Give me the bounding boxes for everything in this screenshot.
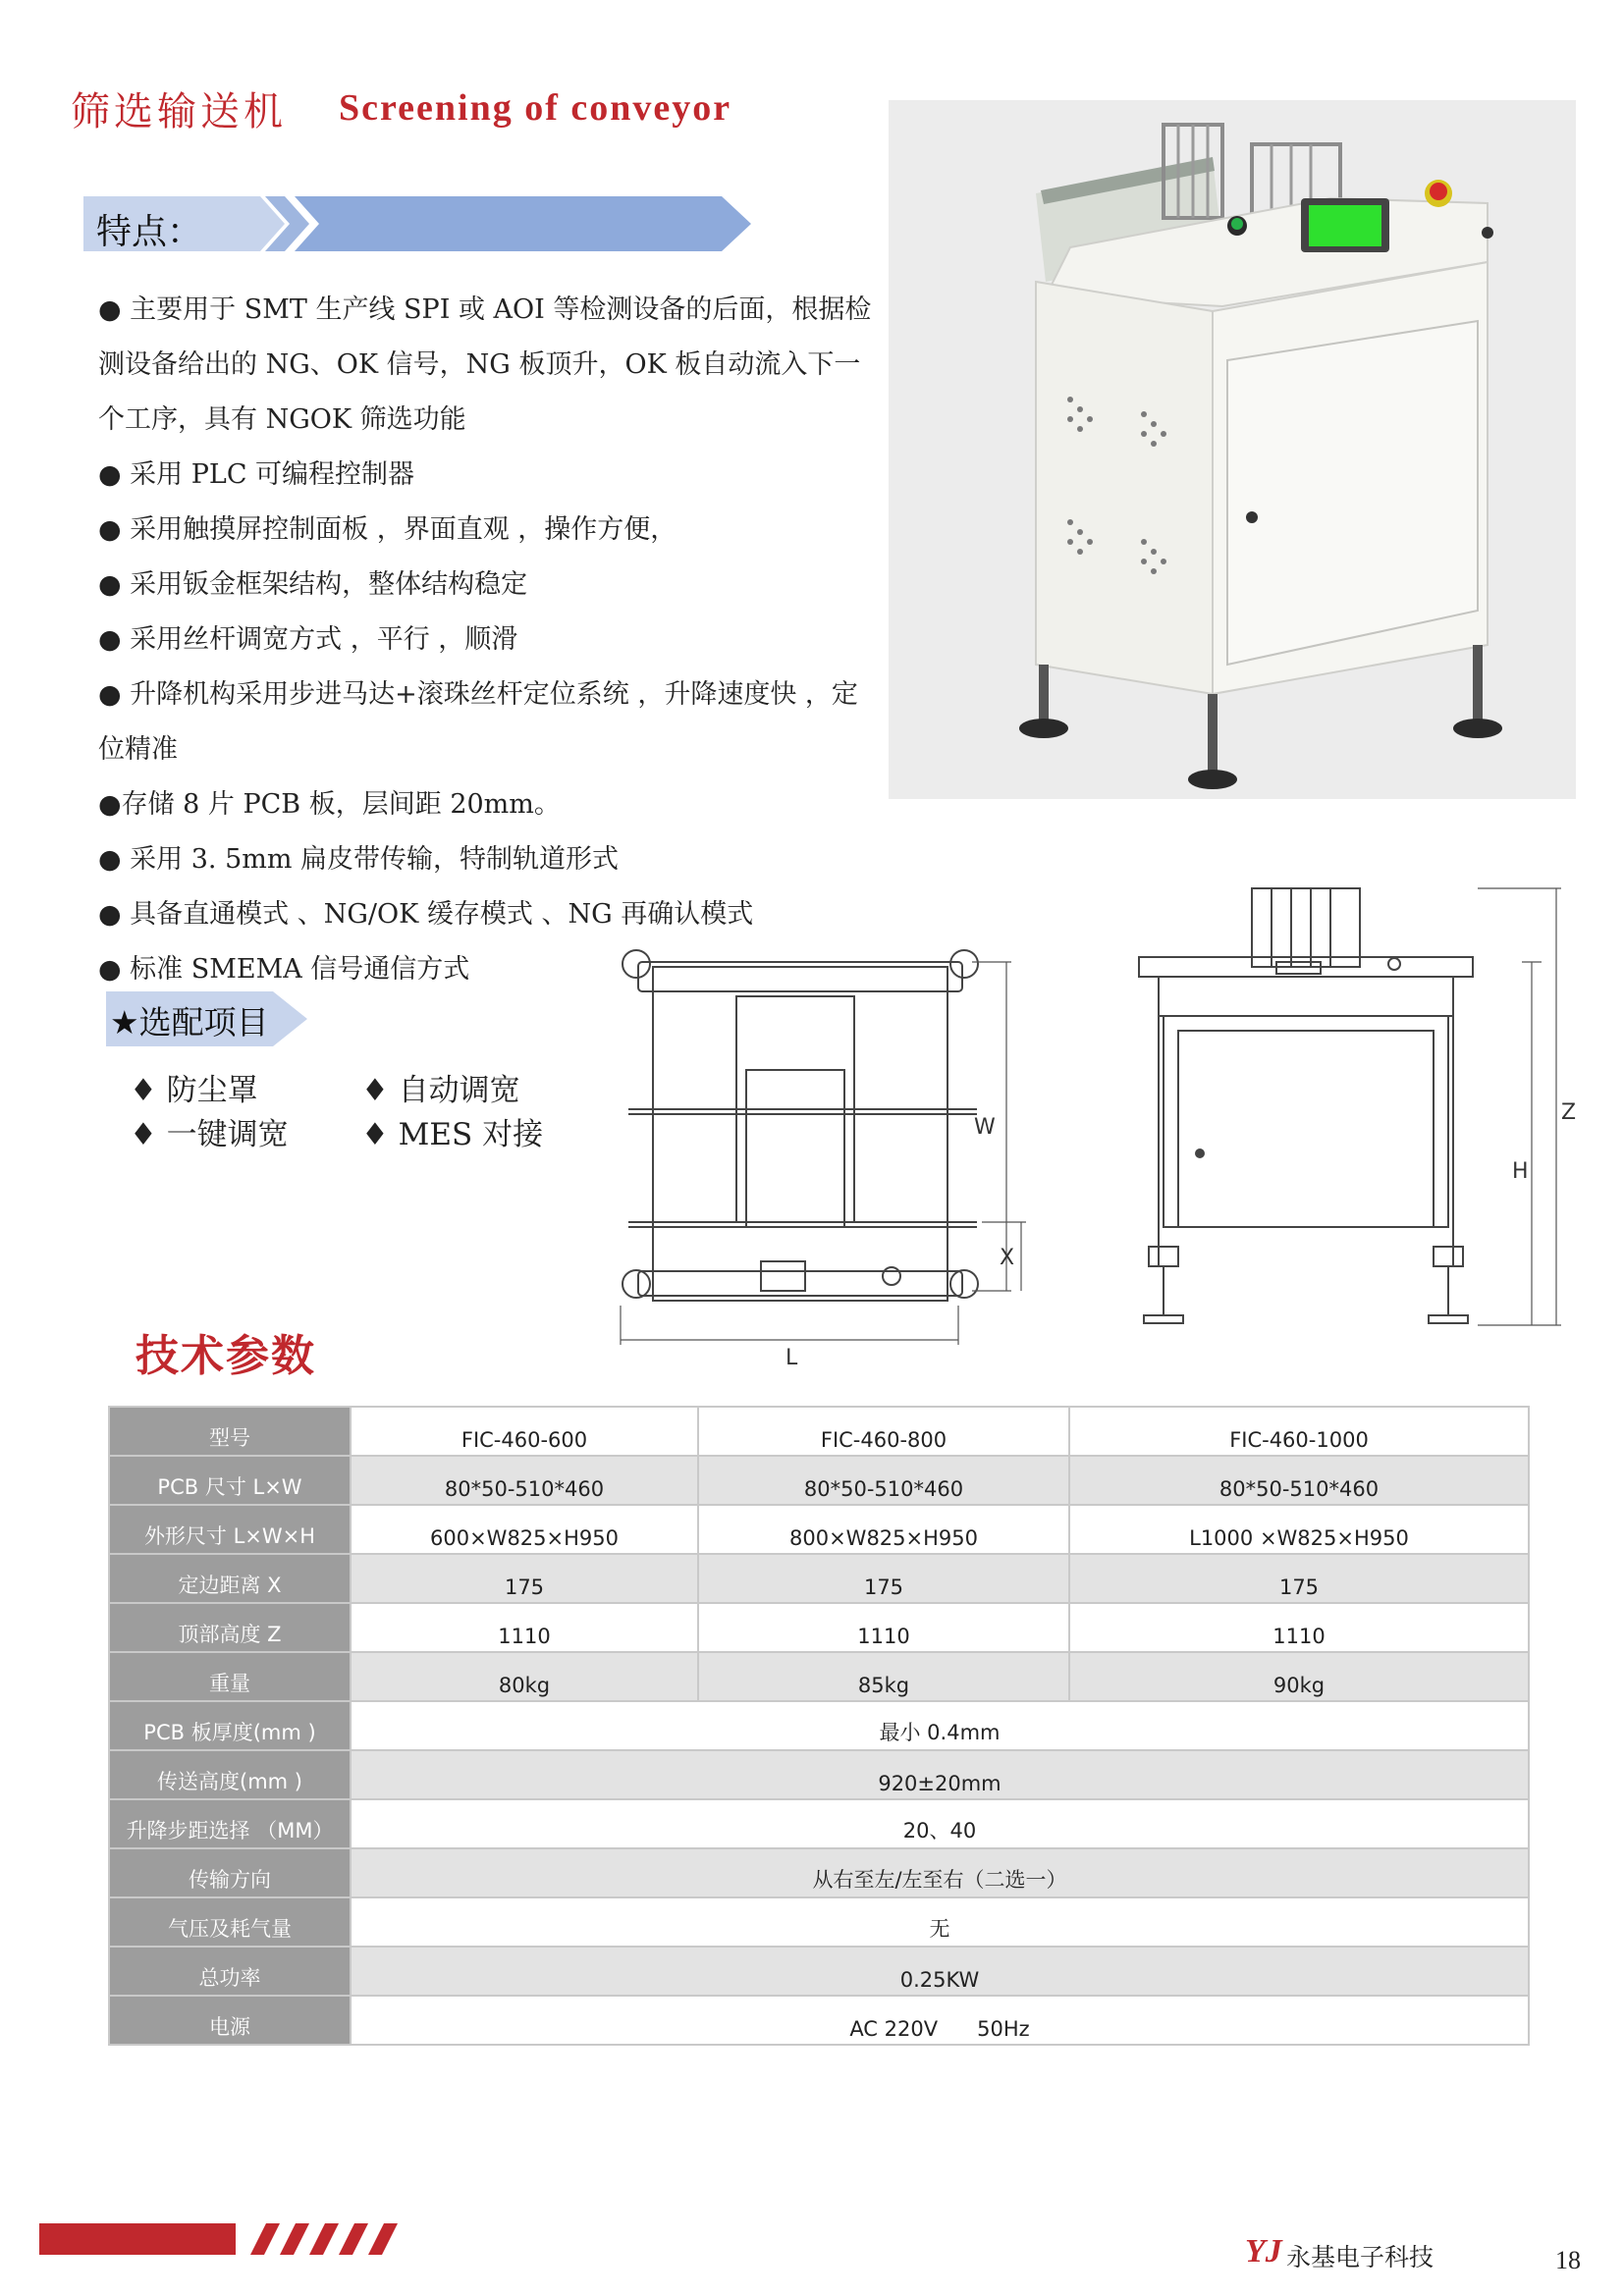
feature-line: ● 采用触摸屏控制面板 ，界面直观 ，操作方便， [98,514,677,545]
cell: FIC-460-600 [351,1407,698,1456]
cell: 1110 [351,1603,698,1652]
feature-line: 个工序，具有 NGOK 筛选功能 [98,404,466,435]
dim-label-w: W [974,1115,996,1140]
page-title-en: Screening of conveyor [339,87,732,129]
top-view-drawing [619,933,1041,1374]
row-label: 传输方向 [109,1848,351,1897]
cell: 175 [1069,1554,1529,1603]
cell: 1110 [698,1603,1069,1652]
specs-heading: 技术参数 [135,1331,316,1381]
feature-line: ● 具备直通模式 、NG/OK 缓存模式 、NG 再确认模式 [98,899,754,930]
features-list [98,283,884,997]
row-label: PCB 尺寸 L×W [109,1456,351,1505]
cell: 80*50-510*460 [1069,1456,1529,1505]
dim-label-z: Z [1561,1100,1577,1125]
row-label: 传送高度(mm ) [109,1750,351,1799]
specs-table [108,1406,1530,2046]
table-row [109,1505,1529,1554]
feature-line: ● 采用 PLC 可编程控制器 [98,459,415,490]
table-row [109,1603,1529,1652]
cell: 175 [698,1554,1069,1603]
features-heading: 特点： [96,212,203,252]
cell: FIC-460-1000 [1069,1407,1529,1456]
row-label: 顶部高度 Z [109,1603,351,1652]
page-number: 18 [1555,2246,1581,2274]
option-item: ♦ 防尘罩 [130,1073,258,1108]
dim-label-x: X [1000,1246,1015,1270]
row-label: 电源 [109,1996,351,2045]
row-label: 升降步距选择 （MM） [109,1799,351,1848]
dim-label-l: L [785,1346,798,1370]
feature-line: ● 标准 SMEMA 信号通信方式 [98,954,470,985]
cell: 175 [351,1554,698,1603]
cell: 90kg [1069,1652,1529,1701]
table-row [109,1407,1529,1456]
table-row [109,1652,1529,1701]
option-item: ♦ MES 对接 [361,1117,544,1152]
company-logo: YJ [1245,2233,1282,2269]
company-name: 永基电子科技 [1286,2243,1435,2271]
feature-line: ● 采用 3. 5mm 扁皮带传输，特制轨道形式 [98,844,620,875]
feature-line: ● 采用丝杆调宽方式 ，平行 ，顺滑 [98,624,518,655]
front-view-drawing [1129,883,1581,1345]
feature-line: 位精准 [98,734,178,765]
page-title-cn: 筛选输送机 [71,89,287,134]
option-item: ♦ 自动调宽 [361,1073,520,1108]
table-row [109,1456,1529,1505]
footer-accent-bar [39,2223,236,2255]
row-label: 总功率 [109,1947,351,1996]
feature-line: ●存储 8 片 PCB 板，层间距 20mm。 [98,789,561,820]
option-item: ♦ 一键调宽 [130,1117,289,1152]
table-row [109,1947,1529,1996]
cell: 从右至左/左至右（二选一） [351,1848,1529,1897]
options-heading: ★选配项目 [110,1003,269,1041]
feature-line: ● 升降机构采用步进马达+滚珠丝杆定位系统 ，升降速度快 ，定 [98,679,858,710]
cell: 920±20mm [351,1750,1529,1799]
row-label: 外形尺寸 L×W×H [109,1505,351,1554]
table-row [109,1701,1529,1750]
table-row [109,1996,1529,2045]
product-photo [889,100,1576,799]
cell: 最小 0.4mm [351,1701,1529,1750]
row-label: 型号 [109,1407,351,1456]
cell: 600×W825×H950 [351,1505,698,1554]
row-label: 重量 [109,1652,351,1701]
table-row [109,1897,1529,1947]
cell: 20、40 [351,1799,1529,1848]
table-row [109,1750,1529,1799]
cell: 1110 [1069,1603,1529,1652]
cell: 0.25KW [351,1947,1529,1996]
cell: 800×W825×H950 [698,1505,1069,1554]
dim-label-h: H [1512,1159,1529,1184]
footer-stripes [241,2223,407,2255]
cell: 80kg [351,1652,698,1701]
feature-line: ● 采用钣金框架结构，整体结构稳定 [98,569,528,600]
feature-line: ● 主要用于 SMT 生产线 SPI 或 AOI 等检测设备的后面，根据检 [98,294,872,325]
cell: 无 [351,1897,1529,1947]
cell: AC 220V 50Hz [351,1996,1529,2045]
row-label: 定边距离 X [109,1554,351,1603]
table-row [109,1848,1529,1897]
cell: 85kg [698,1652,1069,1701]
row-label: 气压及耗气量 [109,1897,351,1947]
cell: 80*50-510*460 [698,1456,1069,1505]
feature-line: 测设备给出的 NG、OK 信号，NG 板顶升，OK 板自动流入下一 [98,349,861,380]
cell: FIC-460-800 [698,1407,1069,1456]
cell: 80*50-510*460 [351,1456,698,1505]
table-row [109,1799,1529,1848]
table-row [109,1554,1529,1603]
row-label: PCB 板厚度(mm ) [109,1701,351,1750]
cell: L1000 ×W825×H950 [1069,1505,1529,1554]
